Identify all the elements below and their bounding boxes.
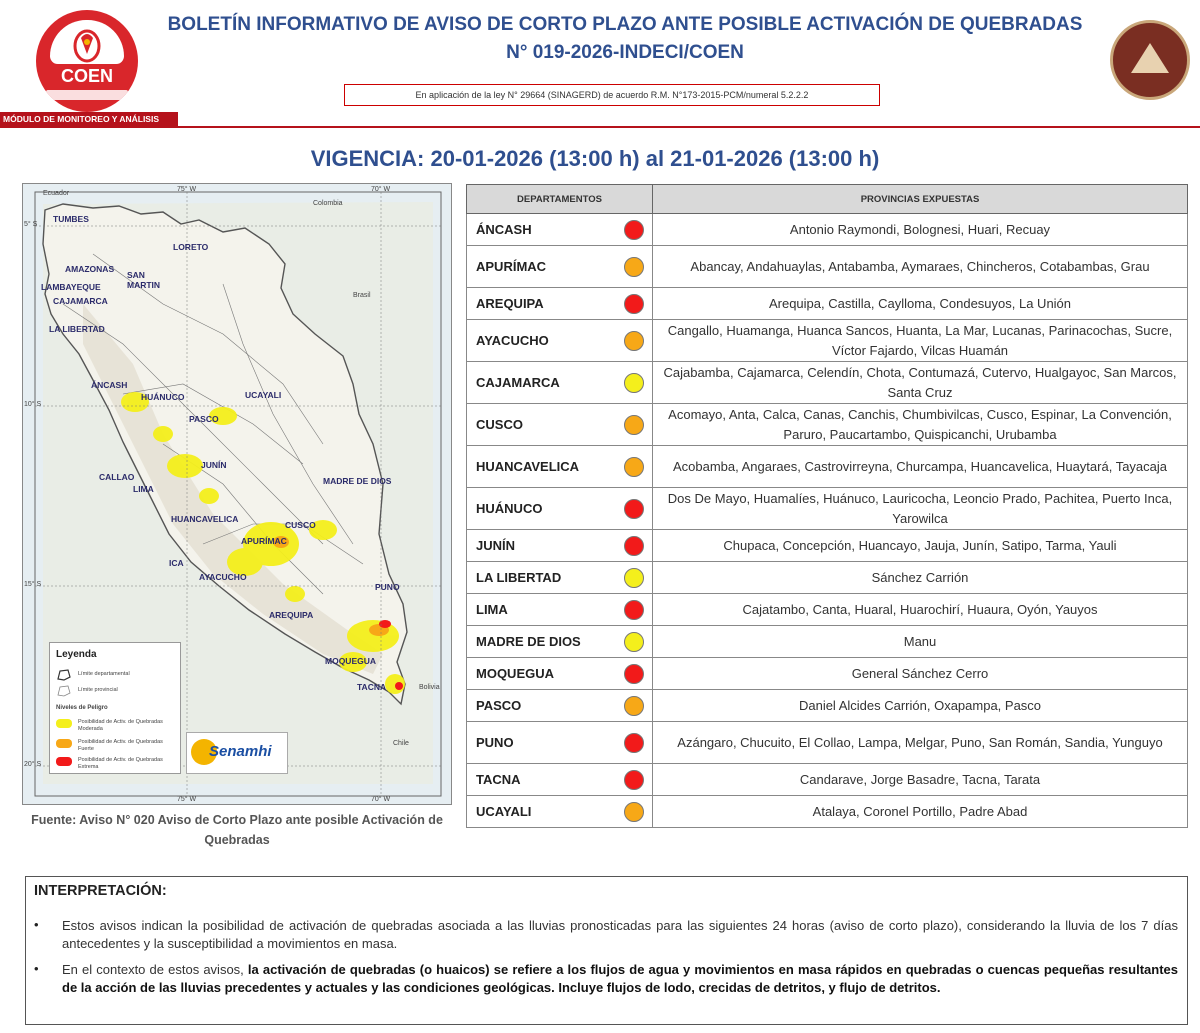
hazard-level-cell	[616, 530, 653, 562]
coen-logo	[36, 10, 138, 112]
hazard-level-dot-icon	[624, 568, 644, 588]
label-tumbes: TUMBES	[53, 214, 89, 224]
legend-boundary-dept: Límite departamental	[78, 671, 130, 677]
hazard-level-cell	[616, 488, 653, 530]
exposed-provinces: Chupaca, Concepción, Huancayo, Jauja, Junín, Satipo, Tarma, Yauli	[653, 530, 1188, 562]
hazard-level-cell	[616, 722, 653, 764]
legend-swatch-orange	[56, 739, 72, 748]
interpretation-box	[25, 876, 1188, 1025]
label-apurimac: APURÍMAC	[241, 536, 287, 546]
exposed-provinces: Antonio Raymondi, Bolognesi, Huari, Recuay	[653, 214, 1188, 246]
label-cusco: CUSCO	[285, 520, 316, 530]
table-row	[467, 796, 1188, 828]
department-name: HUÁNUCO	[467, 488, 617, 530]
label-brasil: Brasil	[353, 292, 371, 299]
legend-swatch-red	[56, 757, 72, 766]
bulletin-number: N° 019-2026-INDECI/COEN	[506, 42, 744, 63]
hazard-level-dot-icon	[624, 696, 644, 716]
exposed-provinces: Cajatambo, Canta, Huaral, Huarochirí, Huaura, Oyón, Yauyos	[653, 594, 1188, 626]
hazard-level-cell	[616, 796, 653, 828]
col-departamentos: DEPARTAMENTOS	[467, 185, 653, 214]
indeci-logo	[1110, 20, 1190, 100]
label-ucayali: UCAYALI	[245, 390, 282, 400]
legend-level-yellow: Posibilidad de Activ. de Quebradas Moderada	[78, 719, 163, 732]
label-bolivia: Bolivia	[419, 684, 440, 691]
legend-swatch-yellow	[56, 719, 72, 728]
department-name: PUNO	[467, 722, 617, 764]
table-row	[467, 690, 1188, 722]
hazard-level-cell	[616, 562, 653, 594]
table-row	[467, 594, 1188, 626]
label-cajamarca: CAJAMARCA	[53, 296, 108, 306]
header-divider	[0, 126, 1200, 128]
department-name: LIMA	[467, 594, 617, 626]
label-colombia: Colombia	[313, 200, 343, 207]
label-ancash: ÁNCASH	[91, 380, 128, 390]
legend-level-red: Posibilidad de Activ. de Quebradas Extrema	[78, 757, 163, 770]
hazard-level-dot-icon	[624, 373, 644, 393]
interpretation-p2-bold: la activación de quebradas (o huaicos) se refiere a los flujos de agua y movimientos en masa rápidos en quebradas o cuencas pequeñas resultantes de la acción de las lluvias precedentes y actuales y las condiciones geológicas. Incluye flujos de lodo, crecidas de detritos, y flujo de detritos.	[62, 962, 1178, 995]
label-callao: CALLAO	[99, 472, 135, 482]
hazard-level-cell	[616, 288, 653, 320]
interpretation-title: INTERPRETACIÓN:	[34, 883, 167, 899]
prov-boundary-icon	[56, 685, 72, 697]
department-name: MADRE DE DIOS	[467, 626, 617, 658]
hazard-level-dot-icon	[624, 257, 644, 277]
department-name: UCAYALI	[467, 796, 617, 828]
hazard-level-dot-icon	[624, 600, 644, 620]
exposed-provinces: Acomayo, Anta, Calca, Canas, Canchis, Chumbivilcas, Cusco, Espinar, La Convención, Paruro, Paucartambo, Quispicanchi, Urubamba	[653, 404, 1188, 446]
coord-lon-70-bottom: 70° W	[371, 796, 391, 803]
table-row	[467, 404, 1188, 446]
legend-boundary-prov: Límite provincial	[78, 687, 118, 693]
hazard-level-cell	[616, 626, 653, 658]
table-row	[467, 488, 1188, 530]
department-name: AREQUIPA	[467, 288, 617, 320]
coord-lon-75-top: 75° W	[177, 186, 197, 193]
exposed-provinces: Azángaro, Chucuito, El Collao, Lampa, Melgar, Puno, San Román, Sandia, Yunguyo	[653, 722, 1188, 764]
coen-logo-text: COEN	[60, 66, 113, 86]
hazard-level-dot-icon	[624, 220, 644, 240]
hazard-level-cell	[616, 446, 653, 488]
exposed-provinces: Dos De Mayo, Huamalíes, Huánuco, Lauricocha, Leoncio Prado, Pachitea, Puerto Inca, Yarowilca	[653, 488, 1188, 530]
exposed-provinces: Abancay, Andahuaylas, Antabamba, Aymaraes, Chincheros, Cotabambas, Grau	[653, 246, 1188, 288]
hazard-level-cell	[616, 764, 653, 796]
interpretation-p1: Estos avisos indican la posibilidad de activación de quebradas asociada a las lluvias pronosticadas para las siguientes 24 horas (aviso de corto plazo), considerando la lluvia de los 7 días antecedentes y la susceptibilidad a movimientos en masa.	[62, 918, 1178, 951]
coen-logo-subtitle	[46, 90, 128, 100]
label-amazonas: AMAZONAS	[65, 264, 115, 274]
law-note: En aplicación de la ley N° 29664 (SINAGERD) de acuerdo R.M. N°173-2015-PCM/numeral 5.2.2.2	[344, 84, 880, 106]
label-lambayeque: LAMBAYEQUE	[41, 282, 101, 292]
exposed-provinces: Cangallo, Huamanga, Huanca Sancos, Huanta, La Mar, Lucanas, Parinacochas, Sucre, Víctor Fajardo, Vilcas Huamán	[653, 320, 1188, 362]
table-row	[467, 530, 1188, 562]
bulletin-title: BOLETÍN INFORMATIVO DE AVISO DE CORTO PLAZO ANTE POSIBLE ACTIVACIÓN DE QUEBRADAS	[167, 14, 1083, 35]
label-huancavelica: HUANCAVELICA	[171, 514, 239, 524]
department-name: LA LIBERTAD	[467, 562, 617, 594]
hazard-level-dot-icon	[624, 802, 644, 822]
bullet-icon: •	[34, 961, 39, 976]
interpretation-p2-lead: En el contexto de estos avisos,	[62, 962, 248, 977]
department-name: HUANCAVELICA	[467, 446, 617, 488]
department-name: APURÍMAC	[467, 246, 617, 288]
vigencia-title: VIGENCIA: 20-01-2026 (13:00 h) al 21-01-2026 (13:00 h)	[310, 146, 880, 171]
map-legend	[49, 642, 181, 774]
hazard-level-cell	[616, 594, 653, 626]
hazard-level-dot-icon	[624, 770, 644, 790]
label-ayacucho: AYACUCHO	[199, 572, 247, 582]
table-header-row	[467, 185, 1188, 214]
provinces-table	[466, 184, 1188, 828]
senamhi-logo	[186, 732, 288, 774]
hazard-level-dot-icon	[624, 331, 644, 351]
label-ecuador: Ecuador	[43, 190, 70, 197]
department-name: CAJAMARCA	[467, 362, 617, 404]
coord-lon-70-top: 70° W	[371, 186, 391, 193]
interpretation-p2	[62, 961, 1178, 997]
label-moquegua: MOQUEGUA	[325, 656, 376, 666]
department-name: AYACUCHO	[467, 320, 617, 362]
hazard-level-cell	[616, 214, 653, 246]
label-junin: JUNÍN	[201, 460, 227, 470]
coord-lon-75-bottom: 75° W	[177, 796, 197, 803]
label-puno: PUNO	[375, 582, 400, 592]
coord-lat-20: 20° S	[24, 761, 42, 768]
label-chile: Chile	[393, 740, 409, 747]
label-la-libertad: LA LIBERTAD	[49, 324, 105, 334]
table-row	[467, 446, 1188, 488]
table-row	[467, 562, 1188, 594]
hazard-level-dot-icon	[624, 536, 644, 556]
coen-emblem	[50, 20, 124, 64]
exposed-provinces: Acobamba, Angaraes, Castrovirreyna, Churcampa, Huancavelica, Huaytará, Tayacaja	[653, 446, 1188, 488]
exposed-provinces: Candarave, Jorge Basadre, Tacna, Tarata	[653, 764, 1188, 796]
exposed-provinces: General Sánchez Cerro	[653, 658, 1188, 690]
department-name: TACNA	[467, 764, 617, 796]
department-name: PASCO	[467, 690, 617, 722]
table-row	[467, 764, 1188, 796]
exposed-provinces: Manu	[653, 626, 1188, 658]
exposed-provinces: Atalaya, Coronel Portillo, Padre Abad	[653, 796, 1188, 828]
exposed-provinces: Arequipa, Castilla, Caylloma, Condesuyos, La Unión	[653, 288, 1188, 320]
exposed-provinces: Sánchez Carrión	[653, 562, 1188, 594]
label-huanuco: HUÁNUCO	[141, 392, 185, 402]
hazard-level-cell	[616, 404, 653, 446]
exposed-provinces: Daniel Alcides Carrión, Oxapampa, Pasco	[653, 690, 1188, 722]
label-san-martin: SAN MARTIN	[127, 270, 161, 290]
bullet-icon: •	[34, 917, 39, 932]
dept-boundary-icon	[56, 669, 72, 681]
legend-level-orange: Posibilidad de Activ. de Quebradas Fuerte	[78, 739, 163, 752]
hazard-level-dot-icon	[624, 415, 644, 435]
label-lima: LIMA	[133, 484, 154, 494]
table-row	[467, 722, 1188, 764]
exposed-provinces: Cajabamba, Cajamarca, Celendín, Chota, Contumazá, Cutervo, Hualgayoc, San Marcos, Santa Cruz	[653, 362, 1188, 404]
label-ica: ICA	[169, 558, 184, 568]
label-madre-de-dios: MADRE DE DIOS	[323, 476, 392, 486]
coord-lat-15: 15° S	[24, 581, 42, 588]
table-row	[467, 246, 1188, 288]
label-arequipa: AREQUIPA	[269, 610, 314, 620]
legend-title: Leyenda	[56, 649, 97, 660]
senamhi-logo-text: Senamhi	[209, 743, 272, 760]
col-provincias: PROVINCIAS EXPUESTAS	[653, 185, 1188, 214]
hazard-level-dot-icon	[624, 457, 644, 477]
table-row	[467, 288, 1188, 320]
modulo-bar: MÓDULO DE MONITOREO Y ANÁLISIS	[0, 112, 178, 126]
legend-levels-title: Niveles de Peligro	[56, 705, 108, 711]
hazard-level-dot-icon	[624, 632, 644, 652]
department-name: JUNÍN	[467, 530, 617, 562]
hazard-level-cell	[616, 320, 653, 362]
table-row	[467, 626, 1188, 658]
coord-lat-10: 10° S	[24, 401, 42, 408]
hazard-level-dot-icon	[624, 294, 644, 314]
hazard-level-cell	[616, 690, 653, 722]
label-tacna: TACNA	[357, 682, 387, 692]
hazard-level-cell	[616, 658, 653, 690]
hazard-level-dot-icon	[624, 733, 644, 753]
table-row	[467, 658, 1188, 690]
hazard-level-dot-icon	[624, 664, 644, 684]
department-name: CUSCO	[467, 404, 617, 446]
coord-lat-5: 5° S	[24, 221, 38, 228]
label-loreto: LORETO	[173, 242, 209, 252]
table-row	[467, 320, 1188, 362]
map-source: Fuente: Aviso N° 020 Aviso de Corto Plazo ante posible Activación de Quebradas	[31, 813, 443, 847]
table-row	[467, 362, 1188, 404]
hazard-level-dot-icon	[624, 499, 644, 519]
label-pasco: PASCO	[189, 414, 219, 424]
hazard-level-cell	[616, 362, 653, 404]
mountain-icon	[1131, 43, 1169, 73]
department-name: MOQUEGUA	[467, 658, 617, 690]
department-name: ÁNCASH	[467, 214, 617, 246]
table-row	[467, 214, 1188, 246]
hazard-level-cell	[616, 246, 653, 288]
